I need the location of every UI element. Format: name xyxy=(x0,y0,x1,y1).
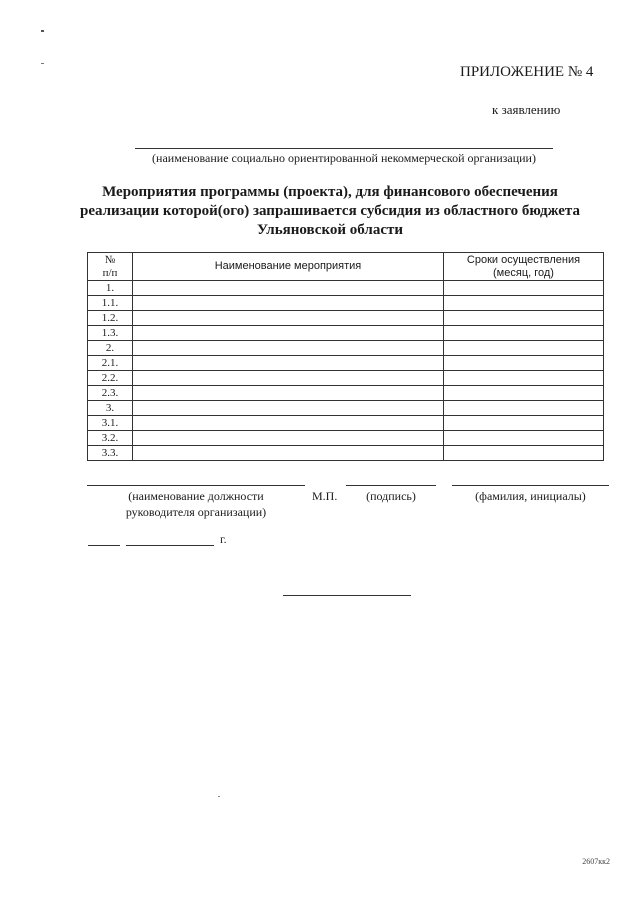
terms-cell[interactable] xyxy=(444,281,604,296)
event-name-cell[interactable] xyxy=(133,281,444,296)
name-caption: (фамилия, инициалы) xyxy=(475,489,586,503)
terms-cell[interactable] xyxy=(444,311,604,326)
title-line-2: реализации которой(ого) запрашивается субсидия из областного бюджета xyxy=(80,203,580,219)
terms-cell[interactable] xyxy=(444,401,604,416)
event-name-cell[interactable] xyxy=(133,446,444,461)
row-number: 3.1. xyxy=(88,416,133,431)
header-event-name: Наименование мероприятия xyxy=(133,253,444,281)
row-number: 3.2. xyxy=(88,431,133,446)
table-row xyxy=(88,341,604,356)
date-month-line xyxy=(126,545,214,546)
table-row xyxy=(88,311,604,326)
appendix-label: ПРИЛОЖЕНИЕ № 4 xyxy=(460,64,594,80)
row-number: 2. xyxy=(88,341,133,356)
event-name-cell[interactable] xyxy=(133,341,444,356)
table-row xyxy=(88,401,604,416)
year-suffix: г. xyxy=(220,532,227,546)
title-line-1: Мероприятия программы (проекта), для финансового обеспечения xyxy=(102,184,558,200)
terms-cell[interactable] xyxy=(444,371,604,386)
row-number: 3. xyxy=(88,401,133,416)
row-number: 3.3. xyxy=(88,446,133,461)
terms-cell[interactable] xyxy=(444,356,604,371)
to-application-label: к заявлению xyxy=(492,102,561,117)
signature-caption: (подпись) xyxy=(366,489,416,503)
row-number: 2.3. xyxy=(88,386,133,401)
event-name-cell[interactable] xyxy=(133,356,444,371)
position-line xyxy=(87,485,305,486)
event-name-cell[interactable] xyxy=(133,431,444,446)
signature-line xyxy=(346,485,436,486)
terms-cell[interactable] xyxy=(444,296,604,311)
org-name-caption: (наименование социально ориентированной некоммерческой организации) xyxy=(152,151,536,165)
bottom-line xyxy=(283,595,411,596)
row-number: 2.1. xyxy=(88,356,133,371)
document-code: 2607кк2 xyxy=(582,857,610,866)
scan-speck xyxy=(218,796,220,797)
header-terms: Сроки осуществления (месяц, год) xyxy=(444,253,604,281)
event-name-cell[interactable] xyxy=(133,311,444,326)
event-name-cell[interactable] xyxy=(133,416,444,431)
table-row xyxy=(88,296,604,311)
terms-cell[interactable] xyxy=(444,446,604,461)
terms-cell[interactable] xyxy=(444,386,604,401)
row-number: 1.2. xyxy=(88,311,133,326)
terms-cell[interactable] xyxy=(444,341,604,356)
header-number: № п/п xyxy=(88,253,133,281)
row-number: 2.2. xyxy=(88,371,133,386)
scan-speck xyxy=(41,30,44,32)
table-header-row xyxy=(88,253,604,281)
row-number: 1.3. xyxy=(88,326,133,341)
table-row xyxy=(88,416,604,431)
terms-cell[interactable] xyxy=(444,326,604,341)
date-day-line xyxy=(88,545,120,546)
position-caption: (наименование должности руководителя организации) xyxy=(125,489,267,519)
name-line xyxy=(452,485,609,486)
table-row xyxy=(88,281,604,296)
event-name-cell[interactable] xyxy=(133,371,444,386)
event-name-cell[interactable] xyxy=(133,401,444,416)
scan-speck xyxy=(41,63,44,64)
document-title xyxy=(80,183,580,240)
title-line-3: Ульяновской области xyxy=(256,222,404,238)
event-name-cell[interactable] xyxy=(133,386,444,401)
table-row xyxy=(88,386,604,401)
events-table xyxy=(87,252,604,461)
org-name-line xyxy=(135,148,553,149)
row-number: 1. xyxy=(88,281,133,296)
event-name-cell[interactable] xyxy=(133,326,444,341)
event-name-cell[interactable] xyxy=(133,296,444,311)
terms-cell[interactable] xyxy=(444,416,604,431)
table-row xyxy=(88,356,604,371)
table-row xyxy=(88,326,604,341)
table-row xyxy=(88,446,604,461)
terms-cell[interactable] xyxy=(444,431,604,446)
table-row xyxy=(88,371,604,386)
stamp-label: М.П. xyxy=(312,489,338,503)
table-row xyxy=(88,431,604,446)
row-number: 1.1. xyxy=(88,296,133,311)
